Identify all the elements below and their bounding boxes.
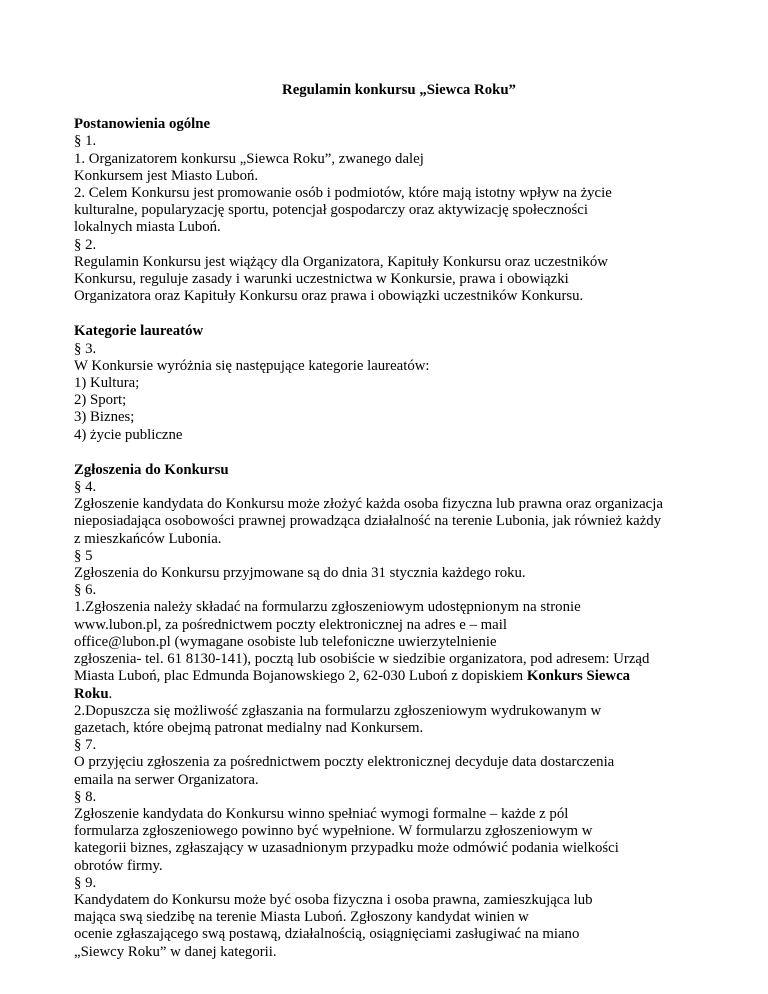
paragraph-line: § 2. (74, 236, 97, 253)
paragraph-line: lokalnych miasta Luboń. (74, 219, 221, 236)
list-item: 2) Sport; (74, 392, 127, 409)
section-laureate-categories (74, 323, 724, 443)
paragraph-line: § 5 (74, 547, 93, 564)
paragraph-line: O przyjęciu zgłoszenia za pośrednictwem poczty elektronicznej decyduje data dostarczenia (74, 754, 615, 771)
bold-annotation: Konkurs Siewca (526, 668, 631, 685)
paragraph-line: obrotów firmy. (74, 857, 163, 874)
section-general-provisions (74, 116, 724, 305)
paragraph-line: z mieszkańców Lubonia. (74, 530, 222, 547)
paragraph-line: § 8. (74, 788, 97, 805)
section-submissions (74, 462, 724, 961)
paragraph-line: § 1. (74, 133, 97, 150)
paragraph-line: formularza zgłoszeniowego powinno być wypełnione. W formularzu zgłoszeniowym w (74, 823, 593, 840)
list-item: 3) Biznes; (74, 409, 135, 426)
paragraph-line: Zgłoszenia do Konkursu przyjmowane są do dnia 31 stycznia każdego roku. (74, 565, 526, 582)
paragraph-line: 2. Celem Konkursu jest promowanie osób i podmiotów, które mają istotny wpływ na życie (74, 185, 612, 202)
paragraph-line: § 4. (74, 479, 97, 496)
paragraph-line: nieposiadająca osobowości prawnej prowadząca działalność na terenie Lubonia, jak również każdy (74, 513, 662, 530)
paragraph-line: 1.Zgłoszenia należy składać na formularzu zgłoszeniowym udostępnionym na stronie (74, 599, 581, 616)
paragraph-line: § 6. (74, 582, 97, 599)
paragraph-line: „Siewcy Roku” w danej kategorii. (74, 943, 277, 960)
paragraph-line: kulturalne, popularyzację sportu, potencjał gospodarczy oraz aktywizację społeczności (74, 202, 588, 219)
paragraph-line: ocenie zgłaszającego swą postawą, działalnością, osiągnięciami zasługiwać na miano (74, 926, 580, 943)
list-item: 4) życie publiczne (74, 426, 183, 443)
paragraph-line: office@lubon.pl (wymagane osobiste lub telefoniczne uwierzytelnienie (74, 633, 497, 650)
paragraph-line: Kandydatem do Konkursu może być osoba fizyczna i osoba prawna, zamieszkująca lub (74, 891, 593, 908)
paragraph-line: Zgłoszenie kandydata do Konkursu winno spełniać wymogi formalne – każde z pól (74, 805, 569, 822)
paragraph-line (74, 686, 724, 703)
document-title: Regulamin konkursu „Siewca Roku” (282, 82, 516, 98)
paragraph-line: www.lubon.pl, za pośrednictwem poczty elektronicznej na adres e – mail (74, 616, 507, 633)
paragraph-line: emaila na serwer Organizatora. (74, 771, 259, 788)
bold-annotation: Roku (74, 685, 109, 702)
paragraph-line: Konkursem jest Miasto Luboń. (74, 167, 259, 184)
paragraph-line: Zgłoszenie kandydata do Konkursu może złożyć każda osoba fizyczna lub prawna oraz organizacja (74, 496, 663, 513)
section-heading: Zgłoszenia do Konkursu (74, 461, 229, 478)
punctuation: . (108, 685, 113, 702)
document-page (74, 82, 724, 979)
paragraph-line: Organizatora oraz Kapituły Konkursu oraz prawa i obowiązki uczestników Konkursu. (74, 288, 584, 305)
address-text: Miasta Luboń, plac Edmunda Bojanowskiego 2, 62-030 Luboń z dopiskiem (74, 668, 527, 685)
paragraph-line: gazetach, które obejmą patronat medialny nad Konkursem. (74, 719, 424, 736)
list-item: 1) Kultura; (74, 375, 140, 392)
paragraph-line: zgłoszenia- tel. 61 8130-141), pocztą lub osobiście w siedzibie organizatora, pod adresem: Urząd (74, 651, 650, 668)
paragraph-line: mająca swą siedzibę na terenie Miasta Luboń. Zgłoszony kandydat winien w (74, 909, 529, 926)
paragraph-line: W Konkursie wyróżnia się następujące kategorie laureatów: (74, 357, 430, 374)
paragraph-line: § 3. (74, 340, 97, 357)
section-heading: Postanowienia ogólne (74, 116, 211, 133)
paragraph-line: 1. Organizatorem konkursu „Siewca Roku”, zwanego dalej (74, 150, 424, 167)
paragraph-line: § 9. (74, 874, 97, 891)
section-heading: Kategorie laureatów (74, 323, 204, 340)
paragraph-line: 2.Dopuszcza się możliwość zgłaszania na formularzu zgłoszeniowym wydrukowanym w (74, 702, 602, 719)
paragraph-line: Konkursu, reguluje zasady i warunki uczestnictwa w Konkursie, prawa i obowiązki (74, 271, 569, 288)
paragraph-line: kategorii biznes, zgłaszający w uzasadnionym przypadku może odmówić podania wielkości (74, 840, 619, 857)
paragraph-line: Regulamin Konkursu jest wiążący dla Organizatora, Kapituły Konkursu oraz uczestników (74, 253, 608, 270)
paragraph-line (74, 668, 724, 685)
paragraph-line: § 7. (74, 737, 97, 754)
